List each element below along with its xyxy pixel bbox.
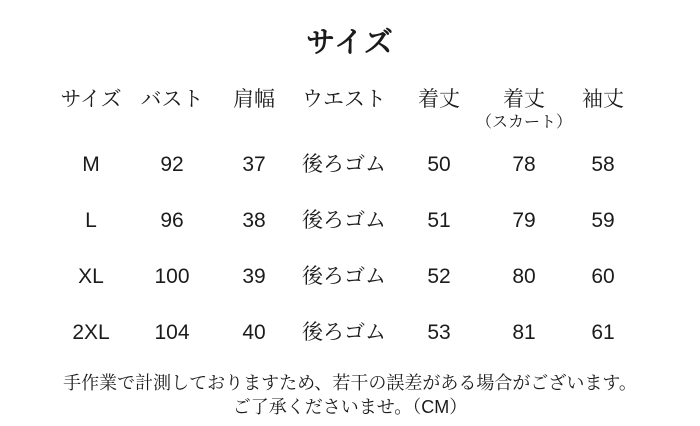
table-cell: 58 — [591, 153, 615, 176]
column-header-skirt-length — [475, 87, 572, 133]
table-cell: 53 — [427, 321, 451, 344]
table-cell: 後ろゴム — [302, 321, 386, 344]
column-header-label: 着丈 — [503, 88, 545, 111]
table-row-2xl — [52, 305, 648, 361]
footer-note — [0, 371, 700, 419]
column-header-label: ウエスト — [302, 88, 386, 111]
table-cell: 50 — [427, 153, 451, 176]
column-header-sublabel: （スカート） — [475, 114, 572, 131]
column-header-label: サイズ — [60, 88, 122, 111]
footer-line-2: ご了承くださいませ。（CM） — [232, 397, 468, 417]
table-cell: 104 — [154, 321, 190, 344]
table-cell: 40 — [242, 321, 266, 344]
table-cell: 59 — [591, 209, 615, 232]
table-cell: 78 — [512, 153, 536, 176]
column-header-size — [52, 87, 130, 133]
size-table — [52, 87, 648, 361]
table-cell: 後ろゴム — [302, 265, 386, 288]
table-cell: 92 — [160, 153, 184, 176]
table-cell: 61 — [591, 321, 615, 344]
table-cell: 80 — [512, 265, 536, 288]
column-header-label: 肩幅 — [233, 88, 275, 111]
table-cell: L — [85, 209, 97, 232]
table-header-row — [52, 87, 648, 133]
table-row-xl — [52, 249, 648, 305]
column-header-label: バスト — [140, 88, 204, 111]
table-cell: 2XL — [72, 321, 110, 344]
column-header-waist — [294, 87, 394, 133]
table-cell: 100 — [154, 265, 190, 288]
table-cell: 60 — [591, 265, 615, 288]
footer-line-1: 手作業で計測しておりますため、若干の誤差がある場合がございます。 — [63, 373, 637, 393]
table-row-m — [52, 137, 648, 193]
table-cell: 後ろゴム — [302, 209, 386, 232]
table-cell: 51 — [427, 209, 451, 232]
table-cell: 後ろゴム — [302, 153, 386, 176]
table-cell: 37 — [242, 153, 266, 176]
column-header-bust — [130, 87, 214, 133]
column-header-shoulder — [214, 87, 294, 133]
table-body — [52, 137, 648, 361]
table-row-l — [52, 193, 648, 249]
table-cell: XL — [78, 265, 104, 288]
column-header-sleeve — [564, 87, 642, 133]
table-cell: 79 — [512, 209, 536, 232]
table-cell: M — [82, 153, 100, 176]
table-cell: 96 — [160, 209, 184, 232]
table-cell: 81 — [512, 321, 536, 344]
table-cell: 52 — [427, 265, 451, 288]
column-header-label: 袖丈 — [582, 88, 624, 111]
page-title: サイズ — [306, 27, 394, 59]
table-cell: 38 — [242, 209, 266, 232]
column-header-label: 着丈 — [418, 88, 460, 111]
table-cell: 39 — [242, 265, 266, 288]
